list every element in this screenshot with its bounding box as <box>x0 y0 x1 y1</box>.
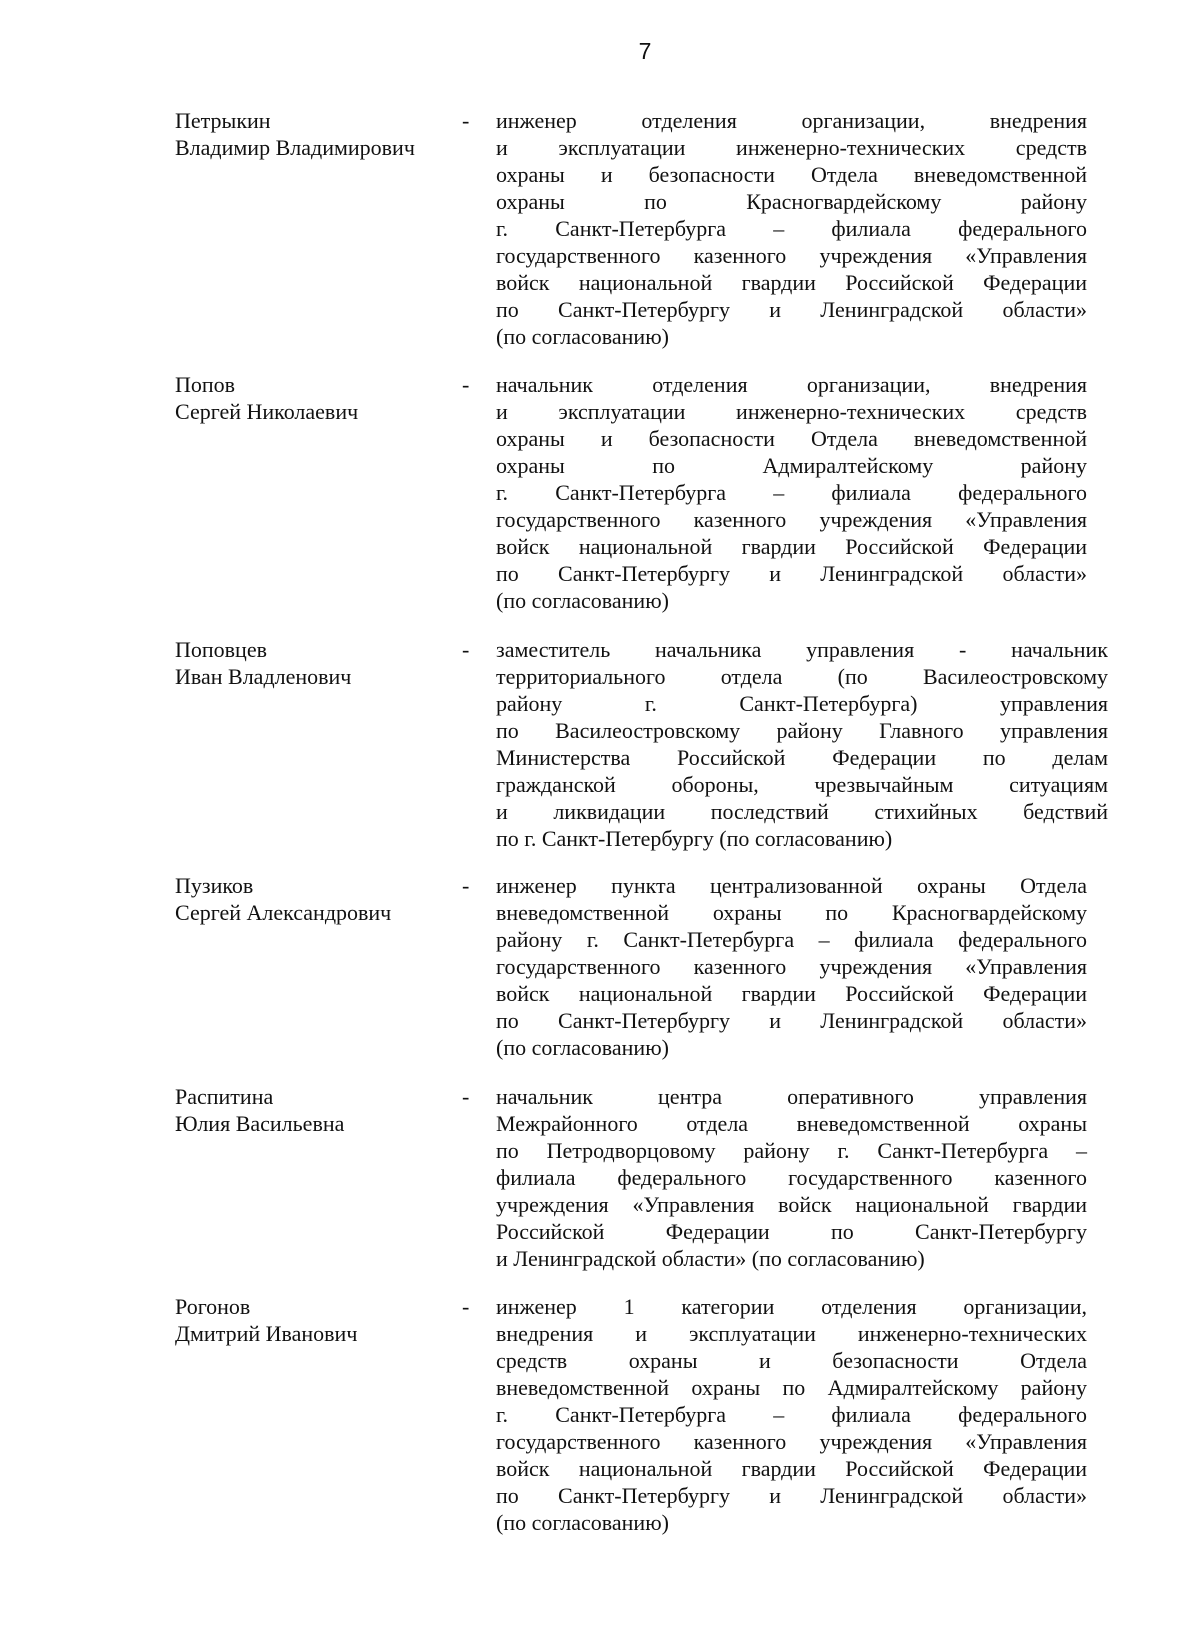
member-given-names: Дмитрий Иванович <box>175 1321 358 1346</box>
position-line: (по согласованию) <box>496 1510 669 1535</box>
entry-dash: - <box>462 372 470 397</box>
entry-dash: - <box>462 108 470 133</box>
member-given-names: Иван Владленович <box>175 664 352 689</box>
position-line: заместитель начальника управления - начальник <box>496 637 1108 662</box>
position-line: начальник центра оперативного управления <box>496 1084 1087 1109</box>
position-line: государственного казенного учреждения «Управления <box>496 1429 1087 1454</box>
position-line: г. Санкт-Петербурга – филиала федерального <box>496 1402 1087 1427</box>
member-name <box>175 636 455 690</box>
position-line: территориального отдела (по Василеостровскому <box>496 664 1108 689</box>
member-name <box>175 1083 455 1137</box>
position-line: по Василеостровскому району Главного управления <box>496 718 1108 743</box>
member-name <box>175 371 455 425</box>
position-line: внедрения и эксплуатации инженерно-технических <box>496 1321 1087 1346</box>
position-line: по Санкт-Петербургу и Ленинградской области» <box>496 1008 1087 1033</box>
position-line: охраны по Красногвардейскому району <box>496 189 1087 214</box>
position-line: охраны и безопасности Отдела вневедомственной <box>496 426 1087 451</box>
position-line: и ликвидации последствий стихийных бедствий <box>496 799 1108 824</box>
position-line: и эксплуатации инженерно-технических средств <box>496 135 1087 160</box>
member-surname: Попов <box>175 372 236 397</box>
member-given-names: Сергей Александрович <box>175 900 392 925</box>
entry-dash: - <box>462 1294 470 1319</box>
member-name <box>175 107 455 161</box>
position-line: начальник отделения организации, внедрения <box>496 372 1087 397</box>
position-line: войск национальной гвардии Российской Федерации <box>496 534 1087 559</box>
position-line: государственного казенного учреждения «Управления <box>496 507 1087 532</box>
member-surname: Поповцев <box>175 637 267 662</box>
position-line: по Санкт-Петербургу и Ленинградской области» <box>496 561 1087 586</box>
position-line: (по согласованию) <box>496 1035 669 1060</box>
position-line: и Ленинградской области» (по согласованию) <box>496 1246 925 1271</box>
entry-dash: - <box>462 637 470 662</box>
member-surname: Пузиков <box>175 873 254 898</box>
position-line: району г. Санкт-Петербурга) управления <box>496 691 1108 716</box>
position-line: Межрайонного отдела вневедомственной охраны <box>496 1111 1087 1136</box>
entry-dash: - <box>462 1084 470 1109</box>
position-line: войск национальной гвардии Российской Федерации <box>496 1456 1087 1481</box>
position-line: государственного казенного учреждения «Управления <box>496 243 1087 268</box>
position-line: войск национальной гвардии Российской Федерации <box>496 270 1087 295</box>
position-line: филиала федерального государственного казенного <box>496 1165 1087 1190</box>
position-line: учреждения «Управления войск национальной гвардии <box>496 1192 1087 1217</box>
member-position <box>496 1293 1087 1536</box>
position-line: (по согласованию) <box>496 324 669 349</box>
position-line: г. Санкт-Петербурга – филиала федерального <box>496 480 1087 505</box>
page-number: 7 <box>638 38 652 64</box>
entry-dash: - <box>462 873 470 898</box>
position-line: вневедомственной охраны по Адмиралтейскому району <box>496 1375 1087 1400</box>
position-line: Министерства Российской Федерации по делам <box>496 745 1108 770</box>
position-line: охраны по Адмиралтейскому району <box>496 453 1087 478</box>
member-surname: Рогонов <box>175 1294 251 1319</box>
position-line: государственного казенного учреждения «Управления <box>496 954 1087 979</box>
position-line: инженер отделения организации, внедрения <box>496 108 1087 133</box>
member-name <box>175 1293 455 1347</box>
member-surname: Распитина <box>175 1084 274 1109</box>
position-line: гражданской обороны, чрезвычайным ситуациям <box>496 772 1108 797</box>
position-line: по г. Санкт-Петербургу (по согласованию) <box>496 826 893 851</box>
position-line: по Санкт-Петербургу и Ленинградской области» <box>496 297 1087 322</box>
position-line: охраны и безопасности Отдела вневедомственной <box>496 162 1087 187</box>
member-name <box>175 872 455 926</box>
position-line: и эксплуатации инженерно-технических средств <box>496 399 1087 424</box>
member-given-names: Владимир Владимирович <box>175 135 415 160</box>
member-position <box>496 636 1108 852</box>
position-line: по Петродворцовому району г. Санкт-Петербурга – <box>496 1138 1087 1163</box>
member-surname: Петрыкин <box>175 108 271 133</box>
position-line: району г. Санкт-Петербурга – филиала федерального <box>496 927 1087 952</box>
position-line: вневедомственной охраны по Красногвардейскому <box>496 900 1087 925</box>
position-line: по Санкт-Петербургу и Ленинградской области» <box>496 1483 1087 1508</box>
member-position <box>496 1083 1087 1272</box>
position-line: инженер 1 категории отделения организации, <box>496 1294 1087 1319</box>
position-line: Российской Федерации по Санкт-Петербургу <box>496 1219 1087 1244</box>
member-position <box>496 371 1087 614</box>
member-position <box>496 872 1087 1061</box>
member-position <box>496 107 1087 350</box>
position-line: (по согласованию) <box>496 588 669 613</box>
member-given-names: Юлия Васильевна <box>175 1111 345 1136</box>
position-line: инженер пункта централизованной охраны Отдела <box>496 873 1087 898</box>
member-given-names: Сергей Николаевич <box>175 399 359 424</box>
position-line: средств охраны и безопасности Отдела <box>496 1348 1087 1373</box>
position-line: войск национальной гвардии Российской Федерации <box>496 981 1087 1006</box>
position-line: г. Санкт-Петербурга – филиала федерального <box>496 216 1087 241</box>
